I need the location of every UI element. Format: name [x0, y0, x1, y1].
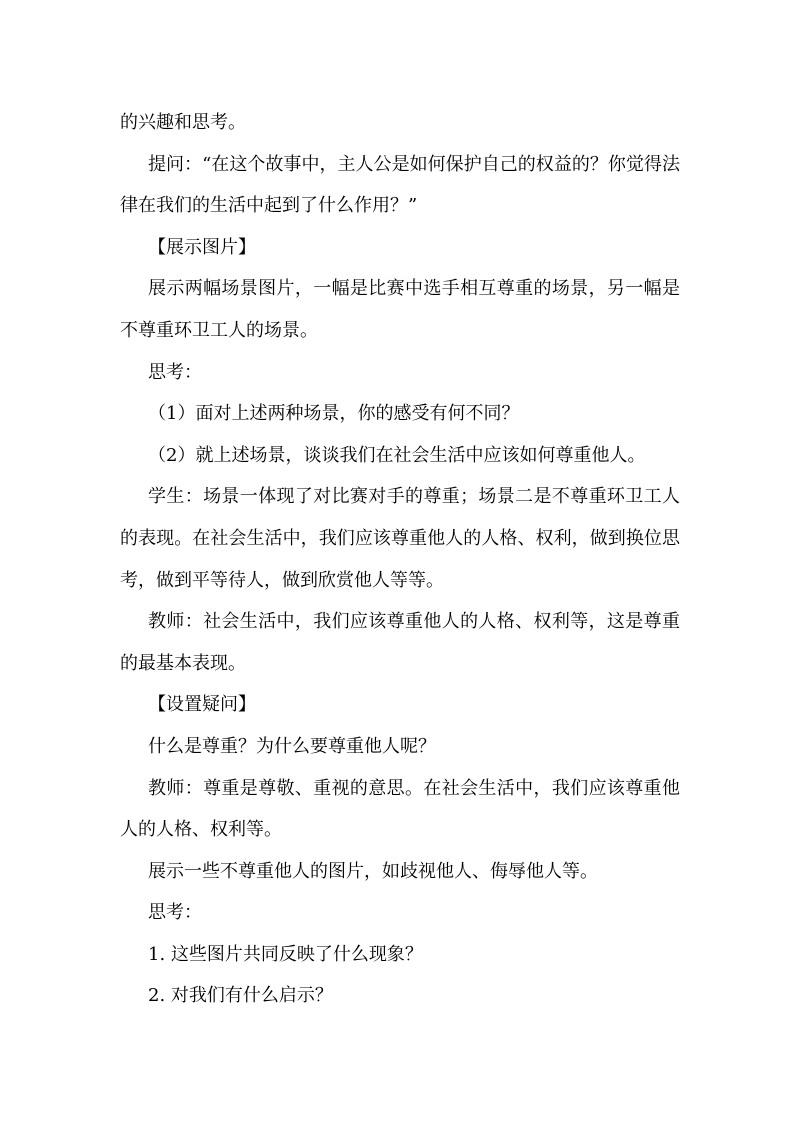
document-body [120, 102, 680, 1017]
paragraph-student-answer: 学生：场景一体现了对比赛对手的尊重；场景二是不尊重环卫工人的表现。在社会生活中，我们应该尊重他人的人格、权利，做到换位思考，做到平等待人，做到欣赏他人等等。 [120, 486, 680, 591]
paragraph-show-images: 展示两幅场景图片，一幅是比赛中选手相互尊重的场景，另一幅是不尊重环卫工人的场景。 [120, 278, 680, 341]
paragraph-think-label: 思考： [148, 361, 202, 383]
paragraph-what-is-respect: 什么是尊重？为什么要尊重他人呢？ [148, 735, 436, 757]
paragraph-think-label-2: 思考： [148, 902, 202, 924]
paragraph-list-item-1: 1. 这些图片共同反映了什么现象？ [148, 943, 423, 965]
paragraph-show-disrespect-images: 展示一些不尊重他人的图片，如歧视他人、侮辱他人等。 [148, 860, 598, 882]
paragraph-question: 提问：“在这个故事中，主人公是如何保护自己的权益的？你觉得法律在我们的生活中起到了什么作用？” [120, 153, 680, 217]
paragraph-think-item-1: （1）面对上述两种场景，你的感受有何不同？ [148, 403, 520, 425]
paragraph-teacher-definition: 教师：尊重是尊敬、重视的意思。在社会生活中，我们应该尊重他人的人格、权利等。 [120, 777, 680, 841]
section-heading-show-images: 【展示图片】 [148, 236, 256, 258]
section-heading-set-question: 【设置疑问】 [148, 694, 256, 716]
paragraph-teacher-summary: 教师：社会生活中，我们应该尊重他人的人格、权利等，这是尊重的最基本表现。 [120, 611, 680, 674]
paragraph-think-item-2: （2）就上述场景，谈谈我们在社会生活中应该如何尊重他人。 [148, 444, 646, 466]
paragraph-list-item-2: 2. 对我们有什么启示？ [148, 985, 333, 1007]
paragraph-continuation: 的兴趣和思考。 [120, 112, 246, 133]
